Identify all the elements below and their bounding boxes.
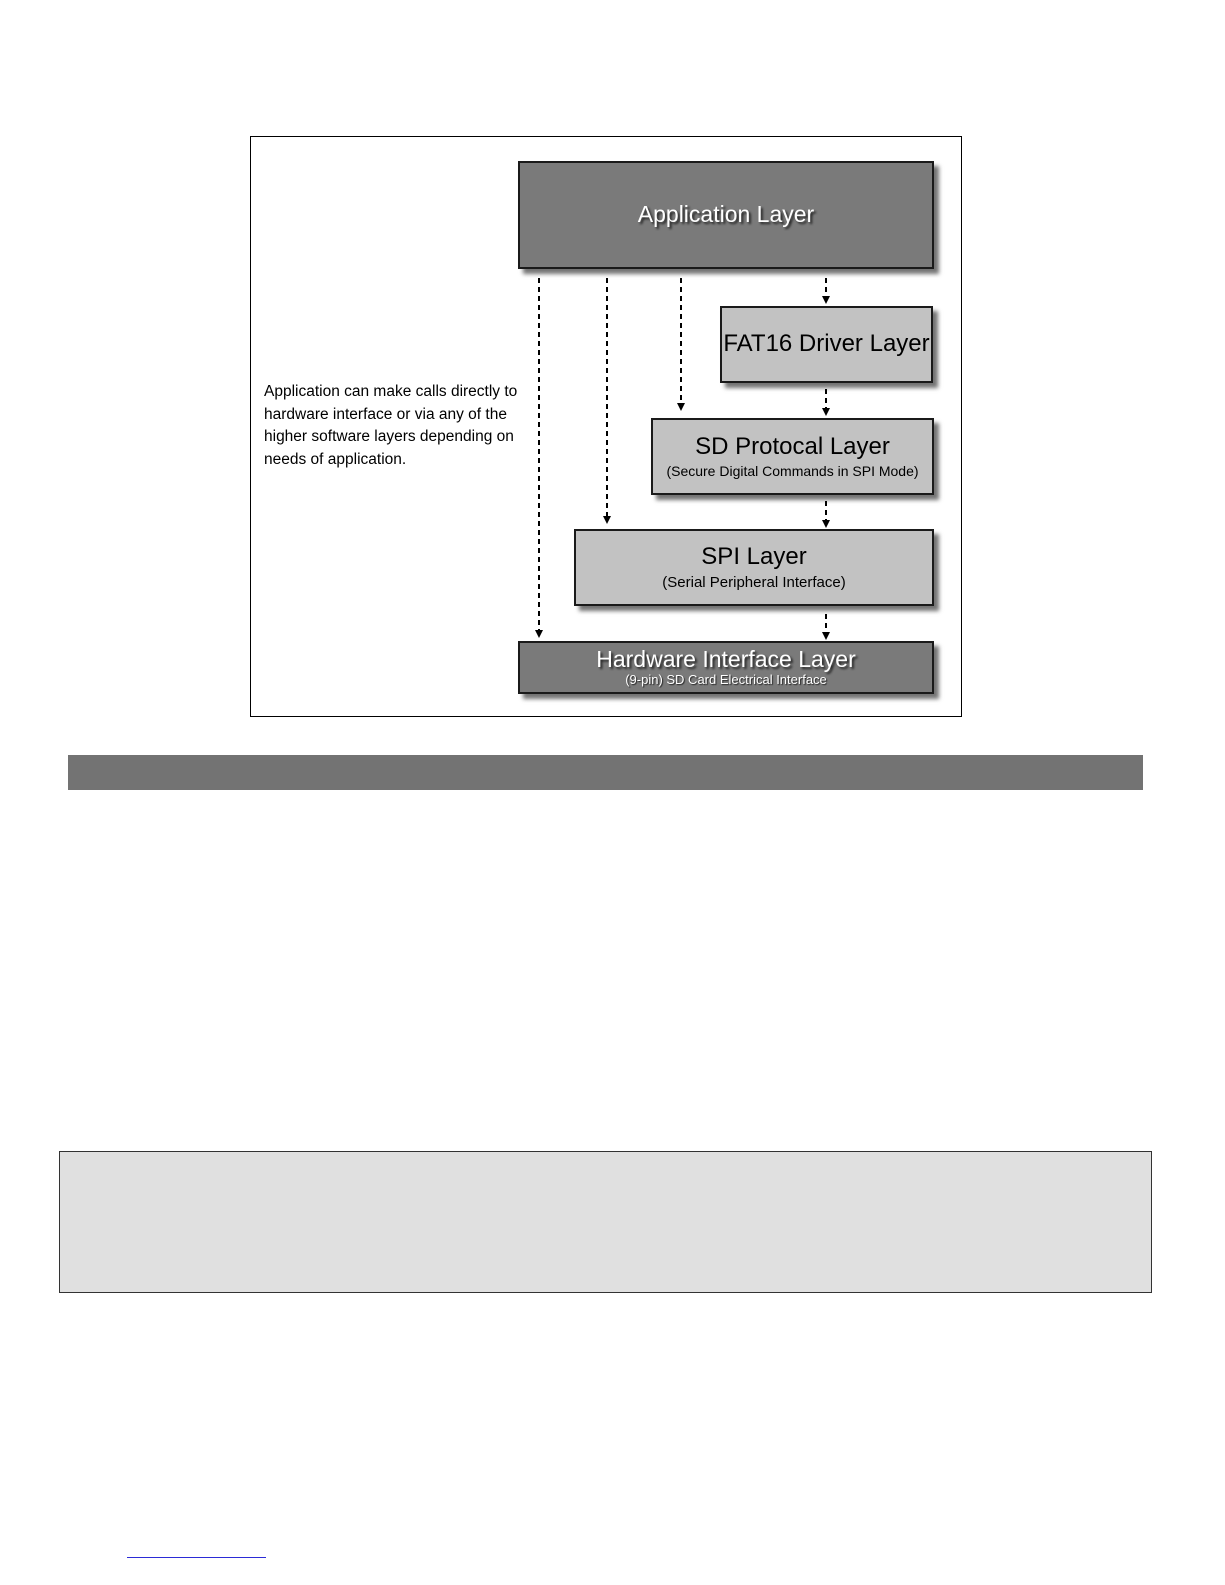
application-layer-box (518, 161, 934, 269)
spi-layer-title: SPI Layer (701, 543, 807, 571)
spi-layer-subtitle: (Serial Peripheral Interface) (662, 573, 846, 591)
footnote-separator (127, 1557, 266, 1558)
hardware-interface-layer-subtitle: (9-pin) SD Card Electrical Interface (625, 671, 827, 687)
section-heading-bar (68, 755, 1143, 790)
sd-protocol-layer-title: SD Protocal Layer (695, 433, 890, 461)
hardware-interface-layer-box (518, 641, 934, 694)
sd-protocol-layer-subtitle: (Secure Digital Commands in SPI Mode) (666, 462, 919, 479)
fat16-driver-layer-title: FAT16 Driver Layer (723, 330, 930, 358)
shaded-text-panel (59, 1151, 1152, 1293)
sd-protocol-layer-box (651, 418, 934, 495)
layer-diagram (250, 136, 962, 717)
fat16-driver-layer-box (720, 306, 933, 383)
diagram-note: Application can make calls directly to hardware interface or via any of the higher software layers depending on needs of application. (264, 383, 518, 468)
application-layer-title: Application Layer (637, 201, 815, 228)
spi-layer-box (574, 529, 934, 606)
hardware-interface-layer-title: Hardware Interface Layer (596, 646, 856, 673)
